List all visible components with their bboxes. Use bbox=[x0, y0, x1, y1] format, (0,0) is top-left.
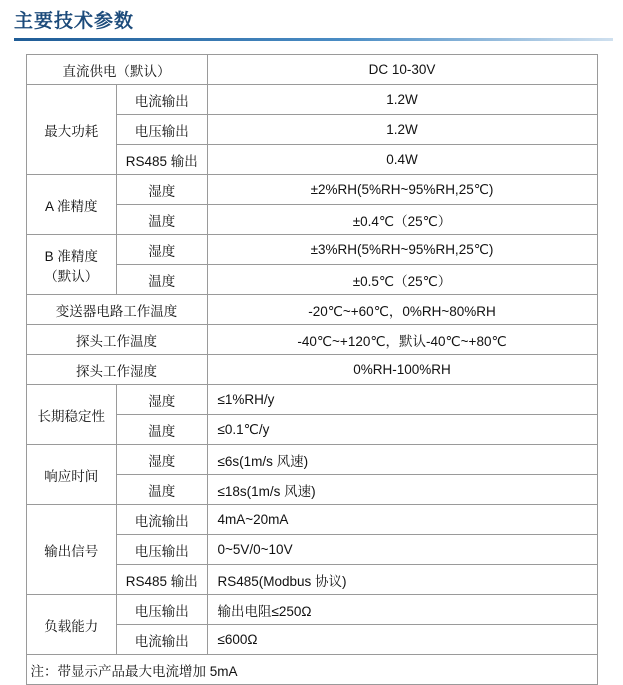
row-label: 响应时间 bbox=[26, 445, 117, 505]
row-subtype: 电流输出 bbox=[117, 625, 208, 655]
table-row bbox=[26, 505, 597, 535]
row-value: DC 10-30V bbox=[207, 55, 597, 85]
row-value: ≤18s(1m/s 风速) bbox=[207, 475, 597, 505]
specification-table-body bbox=[26, 55, 597, 685]
table-row bbox=[26, 85, 597, 115]
row-subtype: RS485 输出 bbox=[117, 565, 208, 595]
row-value: 0~5V/0~10V bbox=[207, 535, 597, 565]
row-label: B 准精度 （默认） bbox=[26, 235, 117, 295]
row-subtype: 湿度 bbox=[117, 445, 208, 475]
row-value: ±2%RH(5%RH~95%RH,25℃) bbox=[207, 175, 597, 205]
page-title: 主要技术参数 bbox=[14, 11, 135, 32]
row-subtype: 温度 bbox=[117, 265, 208, 295]
row-subtype: 温度 bbox=[117, 475, 208, 505]
row-value: ≤600Ω bbox=[207, 625, 597, 655]
table-note-row bbox=[26, 655, 597, 685]
table-row bbox=[26, 595, 597, 625]
header-divider bbox=[14, 38, 613, 41]
row-value: ≤0.1℃/y bbox=[207, 415, 597, 445]
row-subtype: 湿度 bbox=[117, 235, 208, 265]
row-subtype: 电压输出 bbox=[117, 115, 208, 145]
table-row bbox=[26, 55, 597, 85]
row-value: ≤1%RH/y bbox=[207, 385, 597, 415]
row-value: 1.2W bbox=[207, 85, 597, 115]
row-value: ≤6s(1m/s 风速) bbox=[207, 445, 597, 475]
row-label: 探头工作湿度 bbox=[26, 355, 207, 385]
row-subtype: 湿度 bbox=[117, 175, 208, 205]
row-label: 变送器电路工作温度 bbox=[26, 295, 207, 325]
row-value: ±3%RH(5%RH~95%RH,25℃) bbox=[207, 235, 597, 265]
table-note: 注：带显示产品最大电流增加 5mA bbox=[26, 655, 597, 685]
row-value: -40℃~+120℃，默认-40℃~+80℃ bbox=[207, 325, 597, 355]
row-subtype: 湿度 bbox=[117, 385, 208, 415]
row-label: 探头工作温度 bbox=[26, 325, 207, 355]
row-subtype: RS485 输出 bbox=[117, 145, 208, 175]
row-subtype: 温度 bbox=[117, 415, 208, 445]
row-subtype: 电压输出 bbox=[117, 535, 208, 565]
row-value: 0.4W bbox=[207, 145, 597, 175]
row-value: 4mA~20mA bbox=[207, 505, 597, 535]
row-value: RS485(Modbus 协议) bbox=[207, 565, 597, 595]
table-row bbox=[26, 325, 597, 355]
table-row bbox=[26, 295, 597, 325]
row-value: 1.2W bbox=[207, 115, 597, 145]
row-value: -20℃~+60℃，0%RH~80%RH bbox=[207, 295, 597, 325]
row-value: 输出电阻≤250Ω bbox=[207, 595, 597, 625]
row-value: ±0.5℃（25℃） bbox=[207, 265, 597, 295]
row-subtype: 电压输出 bbox=[117, 595, 208, 625]
row-subtype: 温度 bbox=[117, 205, 208, 235]
row-label: 负载能力 bbox=[26, 595, 117, 655]
table-row bbox=[26, 235, 597, 265]
row-label: 直流供电（默认） bbox=[26, 55, 207, 85]
row-label: A 准精度 bbox=[26, 175, 117, 235]
row-subtype: 电流输出 bbox=[117, 505, 208, 535]
row-value: ±0.4℃（25℃） bbox=[207, 205, 597, 235]
row-label: 最大功耗 bbox=[26, 85, 117, 175]
table-row bbox=[26, 175, 597, 205]
specification-table bbox=[26, 54, 598, 685]
row-subtype: 电流输出 bbox=[117, 85, 208, 115]
row-value: 0%RH-100%RH bbox=[207, 355, 597, 385]
row-label: 输出信号 bbox=[26, 505, 117, 595]
table-row bbox=[26, 355, 597, 385]
table-row bbox=[26, 445, 597, 475]
table-row bbox=[26, 385, 597, 415]
row-label: 长期稳定性 bbox=[26, 385, 117, 445]
page-header bbox=[0, 0, 623, 38]
